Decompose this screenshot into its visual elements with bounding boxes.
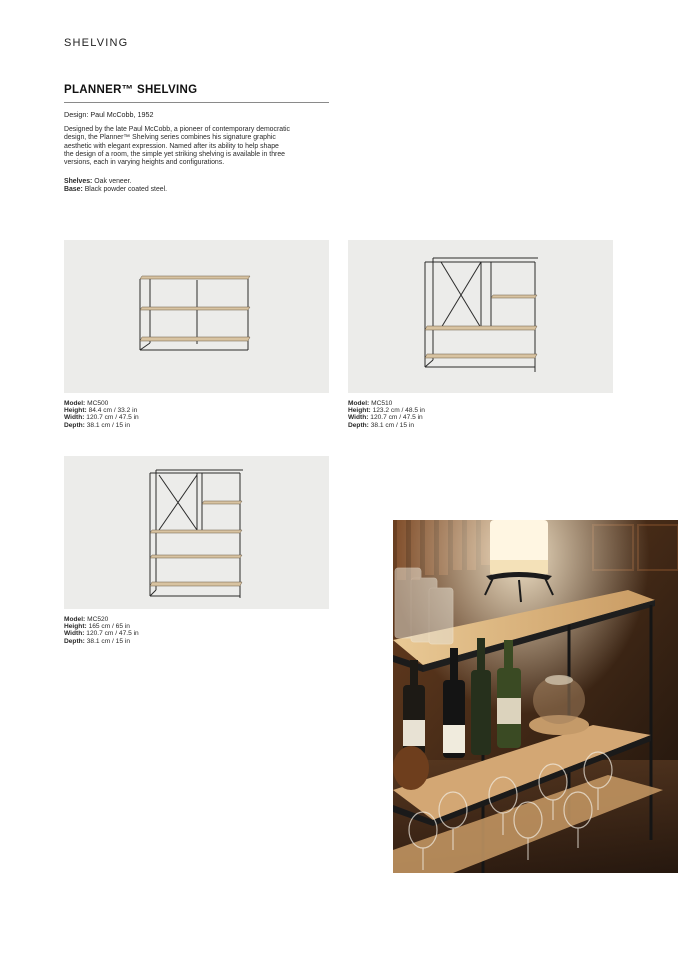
material-shelves: Shelves: Oak veneer.: [64, 178, 132, 185]
title-divider: [64, 102, 329, 103]
product-image-mc520: [64, 456, 329, 609]
product-spec-mc510: Model: MC510 Height: 123.2 cm / 48.5 in Width: 120.7 cm / 47.5 in Depth: 38.1 cm / 15 in: [348, 400, 425, 429]
shelf-mc520-illustration: [64, 456, 329, 609]
description-line: versions, each in varying heights and configurations.: [64, 159, 225, 167]
description-line: Designed by the late Paul McCobb, a pioneer of contemporary democratic: [64, 126, 290, 133]
description-line: the design of a room, the simple yet striking shelving is available in three: [64, 150, 285, 158]
page-title: PLANNER™ SHELVING: [64, 84, 198, 96]
material-base: Base: Black powder coated steel.: [64, 186, 168, 194]
lifestyle-photo: [393, 520, 678, 873]
design-credit: Design: Paul McCobb, 1952: [64, 110, 154, 119]
product-spec-mc500: Model: MC500 Height: 84.4 cm / 33.2 in Width: 120.7 cm / 47.5 in Depth: 38.1 cm / 15 in: [64, 400, 139, 429]
description-line: aesthetic with elegant expression. Named after its ability to help shape: [64, 142, 279, 150]
materials: [64, 178, 167, 195]
product-spec-mc520: Model: MC520 Height: 165 cm / 65 in Width: 120.7 cm / 47.5 in Depth: 38.1 cm / 15 in: [64, 616, 139, 645]
shelf-mc510-illustration: [348, 240, 613, 393]
section-label: SHELVING: [64, 37, 129, 49]
product-image-mc500: [64, 240, 329, 393]
product-image-mc510: [348, 240, 613, 393]
shelf-mc500-illustration: [64, 240, 329, 393]
lifestyle-photo-illustration: [393, 520, 678, 873]
description: [64, 126, 334, 167]
description-line: design, the Planner™ Shelving series combines his signature graphic: [64, 134, 276, 142]
